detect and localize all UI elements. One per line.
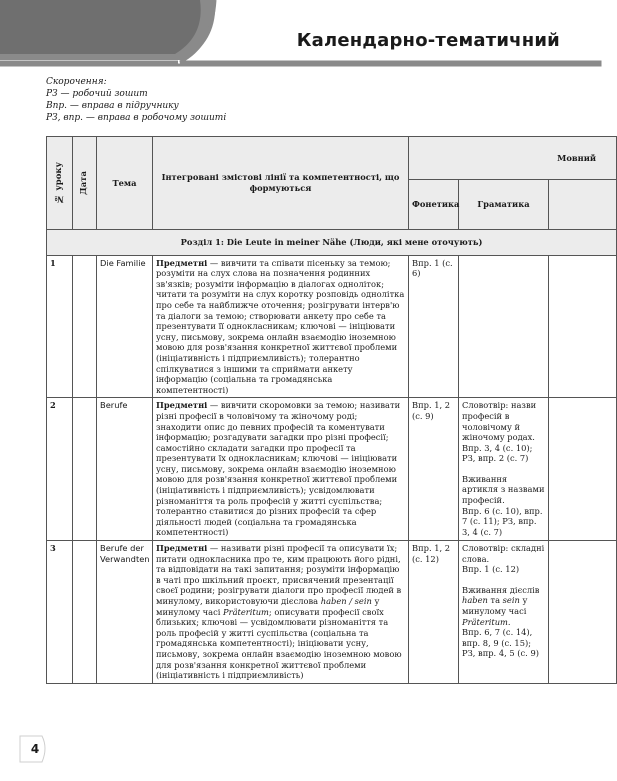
page-title: Календарно-тематичний	[296, 30, 560, 51]
phonetics-cell: Впр. 1, 2 (с. 9)	[409, 398, 459, 541]
competences-cell: Предметні — називати різні професії та описувати їх; питати однокласника про те, ким працюють його рідні, та відповідати на такі запитання; розуміти інформацію в чатi про шкільний проєкт, присвячений презентації своєї родини; розігрувати діалоги про професії людей в минулому, використовуючи дієслова haben / sein у минулому часі Präteritum; описувати професії своїх близьких; ключові — усвідомлювати різноманіття та роль професій у житті суспільства (соціальна та громадянська компетентності); ініціювати усну, письмову, зокрема онлайн взаємодію іноземною мовою для розв'язання конкретної життєвої проблеми (ініціативність і підприємливість)	[153, 541, 409, 684]
header-lesson-no: № уроку	[47, 137, 73, 230]
phonetics-cell: Впр. 1 (с. 6)	[409, 255, 459, 398]
table-row	[47, 255, 617, 398]
competences-cell: Предметні — вивчити та співати пісеньку за темою; розуміти на слух слова на позначення родинних зв'язків; розуміти інформацію в діалогах одноліток; читати та розуміти на слух коротку розповідь однолітка про себе та найближче оточення; розігрувати інтерв'ю та діалоги за темою; створювати анкету про себе та презентувати її однокласникам; ключові — ініціювати усну, письмову, зокрема онлайн взаємодію іноземною мовою для розв'язання конкретної життєвої проблеми (ініціативність і підприємливість); толерантно спілкуватися з іншими та сприймати анкету інформацію (соціальна та громадянська компетентності)	[153, 255, 409, 398]
abbrev-heading: Скорочення:	[46, 77, 107, 87]
lesson-no: 1	[47, 255, 73, 398]
abbreviations-legend	[46, 76, 346, 124]
table-row	[47, 398, 617, 541]
theme-cell: Berufe der Verwandten	[97, 541, 153, 684]
theme-cell: Berufe	[97, 398, 153, 541]
phonetics-cell: Впр. 1, 2 (с. 12)	[409, 541, 459, 684]
competences-cell: Предметні — вивчити скоромовки за темою; називати різні професії в чоловічому та жіночому роді; знаходити опис до певних професій та коментувати інформацію; розгадувати загадки про різні професії; самостійно складати загадки про професії та презентувати їх однокласникам; ключові — ініціювати усну, письмову, зокрема онлайн взаємодію іноземною мовою для розв'язання конкретної життєвої проблеми (ініціативність і підприємливість); усвідомлювати різноманіття та роль професій у житті суспільства; толерантно ставитися до різних професій та сфер діяльності людей (соціальна та громадянська компетентності)	[153, 398, 409, 541]
grammar-cell: Словотвір: назви професій в чоловічому й жіночому родах. Впр. 3, 4 (с. 10); РЗ, впр. 2 (с. 7) Вживання артикля з назвами професій. Впр. 6 (с. 10), впр. 7 (с. 11); РЗ, впр. 3, 4 (с. 7)	[459, 398, 549, 541]
header-language: Мовний	[409, 137, 617, 180]
date-cell	[73, 541, 97, 684]
blank-cell	[549, 255, 617, 398]
blank-cell	[549, 398, 617, 541]
calendar-table-wrap	[46, 136, 597, 716]
abbrev-item: РЗ — робочий зошит	[46, 89, 148, 99]
lesson-no: 2	[47, 398, 73, 541]
section-row	[47, 230, 617, 256]
table-row	[47, 541, 617, 684]
lesson-no: 3	[47, 541, 73, 684]
header-phonetics: Фонетика	[409, 180, 459, 230]
header-blank	[549, 180, 617, 230]
date-cell	[73, 398, 97, 541]
header-date: Дата	[73, 137, 97, 230]
abbrev-item: РЗ, впр. — вправа в робочому зошиті	[46, 113, 227, 123]
page-number: 4	[30, 742, 40, 756]
blank-cell	[549, 541, 617, 684]
theme-cell: Die Familie	[97, 255, 153, 398]
header-row	[47, 137, 617, 180]
section-title: Розділ 1: Die Leute in meiner Nähe (Люди, які мене оточують)	[47, 230, 617, 256]
grammar-cell	[459, 255, 549, 398]
date-cell	[73, 255, 97, 398]
header-theme: Тема	[97, 137, 153, 230]
calendar-table	[46, 136, 617, 684]
grammar-cell: Словотвір: складні слова. Впр. 1 (с. 12) Вживання дієслів haben та sein у минулому часі Präteritum. Впр. 6, 7 (с. 14), впр. 8, 9 (с. 15); РЗ, впр. 4, 5 (с. 9)	[459, 541, 549, 684]
abbrev-item: Впр. — вправа в підручнику	[46, 101, 179, 111]
header-competences: Інтегровані змістові лінії та компетентності, що формуються	[153, 137, 409, 230]
header-grammar: Граматика	[459, 180, 549, 230]
